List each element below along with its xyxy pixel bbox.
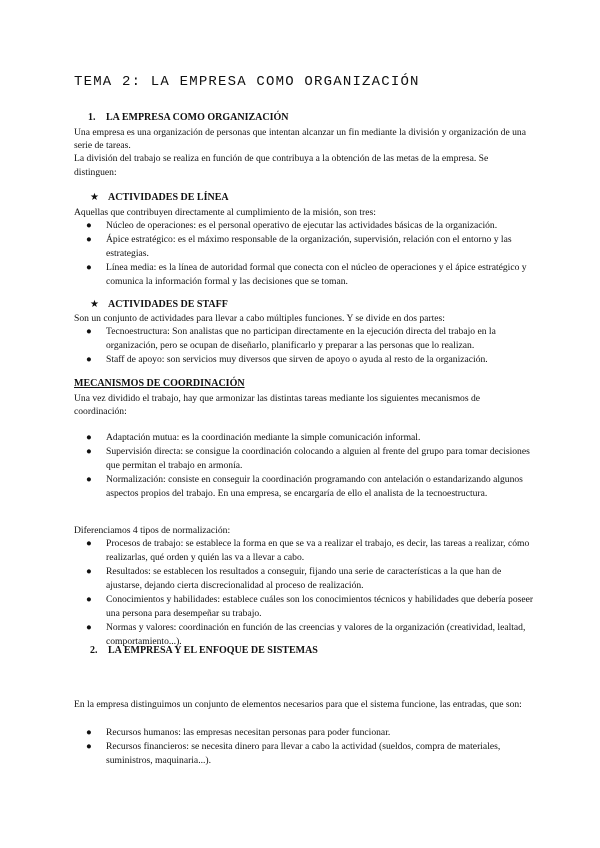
bullet-icon: ● [86, 446, 92, 457]
bullet-icon: ● [86, 622, 92, 633]
staff-list [74, 325, 534, 367]
section-1-number: 1. [88, 112, 96, 123]
bullet-icon: ● [86, 354, 92, 365]
document-title: TEMA 2: LA EMPRESA COMO ORGANIZACIÓN [74, 74, 420, 90]
subheading-staff [90, 299, 228, 310]
mecanismos-heading: MECANISMOS DE COORDINACIÓN [74, 378, 245, 389]
subheading-linea [90, 192, 229, 203]
normalizacion-list [74, 537, 534, 649]
list-item: ● Tecnoestructura: Son analistas que no participan directamente en la ejecución directa del trabajo en la organización, pero se ocupan de diseñarlo, planificarlo y preparar a las personas que lo realizan. [86, 326, 496, 351]
list-item: ● Supervisión directa: se consigue la coordinación colocando a alguien al frente del grupo para tomar decisiones que permitan el trabajo en armonía. [86, 446, 530, 471]
bullet-icon: ● [86, 262, 92, 273]
bullet-icon: ● [86, 220, 92, 231]
linea-list [74, 219, 534, 289]
bullet-icon: ● [86, 566, 92, 577]
bullet-icon: ● [86, 474, 92, 485]
section-2-number: 2. [90, 645, 98, 656]
bullet-icon: ● [86, 538, 92, 549]
list-item: ● Línea media: es la línea de autoridad formal que conecta con el núcleo de operaciones y el ápice estratégico y comunica la información formal y las decisiones que se toman. [86, 262, 527, 287]
bullet-icon: ● [86, 727, 92, 738]
mecanismos-list [74, 431, 534, 501]
list-item: ● Procesos de trabajo: se establece la forma en que se va a realizar el trabajo, es decir, las tareas a realizar, cómo realizarlas, qué orden y quién las va a llevar a cabo. [86, 538, 530, 563]
list-item: ● Núcleo de operaciones: es el personal operativo de ejecutar las actividades básicas de la organización. [86, 220, 498, 231]
list-item: ● Normalización: consiste en conseguir la coordinación programando con antelación o estandarizando algunos aspectos propios del trabajo. En una empresa, se encargaría de ello el analista de la tecnoestructura. [86, 474, 523, 499]
list-item: ● Adaptación mutua: es la coordinación mediante la simple comunicación informal. [86, 432, 421, 443]
mecanismos-intro: Una vez dividido el trabajo, hay que armonizar las distintas tareas mediante los siguientes mecanismos de coordinación: [74, 393, 481, 418]
paragraph: Una empresa es una organización de personas que intentan alcanzar un fin mediante la división y organización de una serie de tareas. [74, 127, 526, 152]
list-item: ● Recursos humanos: las empresas necesitan personas para poder funcionar. [86, 727, 391, 738]
list-item: ● Recursos financieros: se necesita dinero para llevar a cabo la actividad (sueldos, compra de materiales, suministros, maquinaria...). [86, 741, 501, 766]
section-2-list [74, 726, 534, 768]
section-1-intro [74, 126, 530, 179]
list-item: ● Ápice estratégico: es el máximo responsable de la organización, supervisión, relación con el entorno y las estrategias. [86, 234, 512, 259]
paragraph: La división del trabajo se realiza en función de que contribuya a la obtención de las metas de la empresa. Se distinguen: [74, 153, 489, 178]
section-1-title: LA EMPRESA COMO ORGANIZACIÓN [106, 112, 289, 123]
star-icon: ★ [90, 192, 99, 203]
section-2-heading [90, 645, 318, 656]
linea-intro: Aquellas que contribuyen directamente al cumplimiento de la misión, son tres: [74, 207, 376, 218]
subheading-text: ACTIVIDADES DE STAFF [108, 299, 228, 310]
bullet-icon: ● [86, 741, 92, 752]
section-2-title: LA EMPRESA Y EL ENFOQUE DE SISTEMAS [108, 645, 318, 656]
bullet-icon: ● [86, 234, 92, 245]
section-1-heading [88, 112, 289, 123]
list-item: ● Resultados: se establecen los resultados a conseguir, fijando una serie de características a la que han de ajustarse, dejando cierta discrecionalidad al proceso de realización. [86, 566, 502, 591]
bullet-icon: ● [86, 326, 92, 337]
bullet-icon: ● [86, 432, 92, 443]
star-icon: ★ [90, 299, 99, 310]
list-item: ● Normas y valores: coordinación en función de las creencias y valores de la organización (creatividad, lealtad, comportamiento...). [86, 622, 526, 647]
list-item: ● Staff de apoyo: son servicios muy diversos que sirven de apoyo o ayuda al resto de la organización. [86, 354, 488, 365]
staff-intro: Son un conjunto de actividades para llevar a cabo múltiples funciones. Y se divide en dos partes: [74, 313, 445, 324]
list-item: ● Conocimientos y habilidades: establece cuáles son los conocimientos técnicos y habilidades que debería poseer una persona para desempeñar su trabajo. [86, 594, 534, 619]
bullet-icon: ● [86, 594, 92, 605]
section-2-intro: En la empresa distinguimos un conjunto de elementos necesarios para que el sistema funcione, las entradas, que son: [74, 699, 522, 710]
normalizacion-intro: Diferenciamos 4 tipos de normalización: [74, 525, 231, 536]
subheading-text: ACTIVIDADES DE LÍNEA [108, 192, 229, 203]
